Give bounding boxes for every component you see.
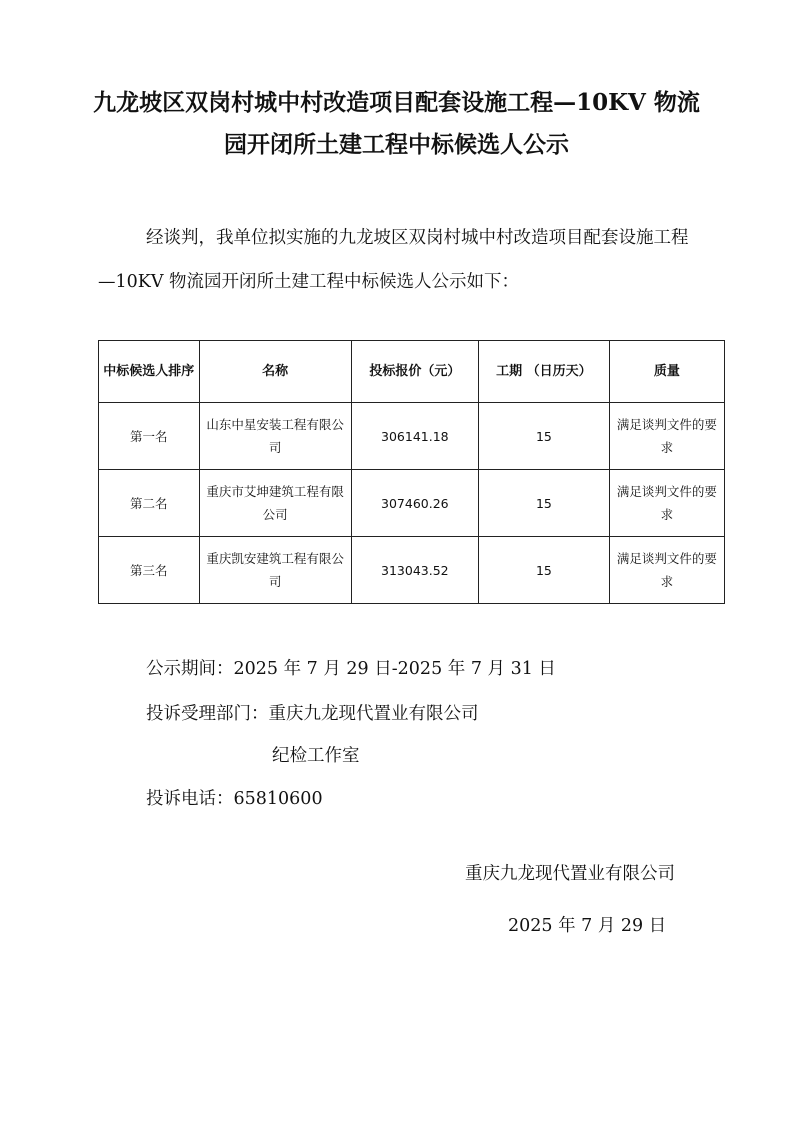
signature-date: 2025 年 7 月 29 日 [508,916,667,936]
table-row [99,470,725,537]
cell-name: 重庆市艾坤建筑工程有限公司 [199,470,351,537]
cell-quality: 满足谈判文件的要求 [609,537,724,604]
title-line-2: 园开闭所土建工程中标候选人公示 [224,131,569,158]
signature-org: 重庆九龙现代置业有限公司 [465,864,675,884]
header-days: 工期 （日历天） [479,341,610,403]
cell-days: 15 [479,537,610,604]
cell-rank: 第二名 [99,470,200,537]
candidates-table [98,340,725,604]
complaint-department: 投诉受理部门：重庆九龙现代置业有限公司 [146,704,479,724]
cell-name: 山东中星安装工程有限公司 [199,403,351,470]
header-rank: 中标候选人排序 [99,341,200,403]
complaint-phone: 投诉电话：65810600 [146,789,323,809]
cell-quality: 满足谈判文件的要求 [609,470,724,537]
document-title [60,82,733,166]
notice-period: 公示期间：2025 年 7 月 29 日-2025 年 7 月 31 日 [146,659,556,679]
intro-line-2: —10KV 物流园开闭所土建工程中标候选人公示如下： [98,272,520,292]
cell-days: 15 [479,470,610,537]
header-quality: 质量 [609,341,724,403]
cell-rank: 第一名 [99,403,200,470]
header-price: 投标报价（元） [351,341,478,403]
cell-price: 307460.26 [351,470,478,537]
cell-price: 306141.18 [351,403,478,470]
table-row [99,537,725,604]
header-name: 名称 [199,341,351,403]
title-line-1: 九龙坡区双岗村城中村改造项目配套设施工程—10KV 物流 [93,89,700,116]
complaint-department-office: 纪检工作室 [272,746,360,766]
cell-days: 15 [479,403,610,470]
cell-quality: 满足谈判文件的要求 [609,403,724,470]
cell-price: 313043.52 [351,537,478,604]
intro-line-1: 经谈判，我单位拟实施的九龙坡区双岗村城中村改造项目配套设施工程 [146,228,689,248]
cell-name: 重庆凯安建筑工程有限公司 [199,537,351,604]
cell-rank: 第三名 [99,537,200,604]
intro-paragraph [98,216,738,304]
table-row [99,403,725,470]
table-header-row [99,341,725,403]
